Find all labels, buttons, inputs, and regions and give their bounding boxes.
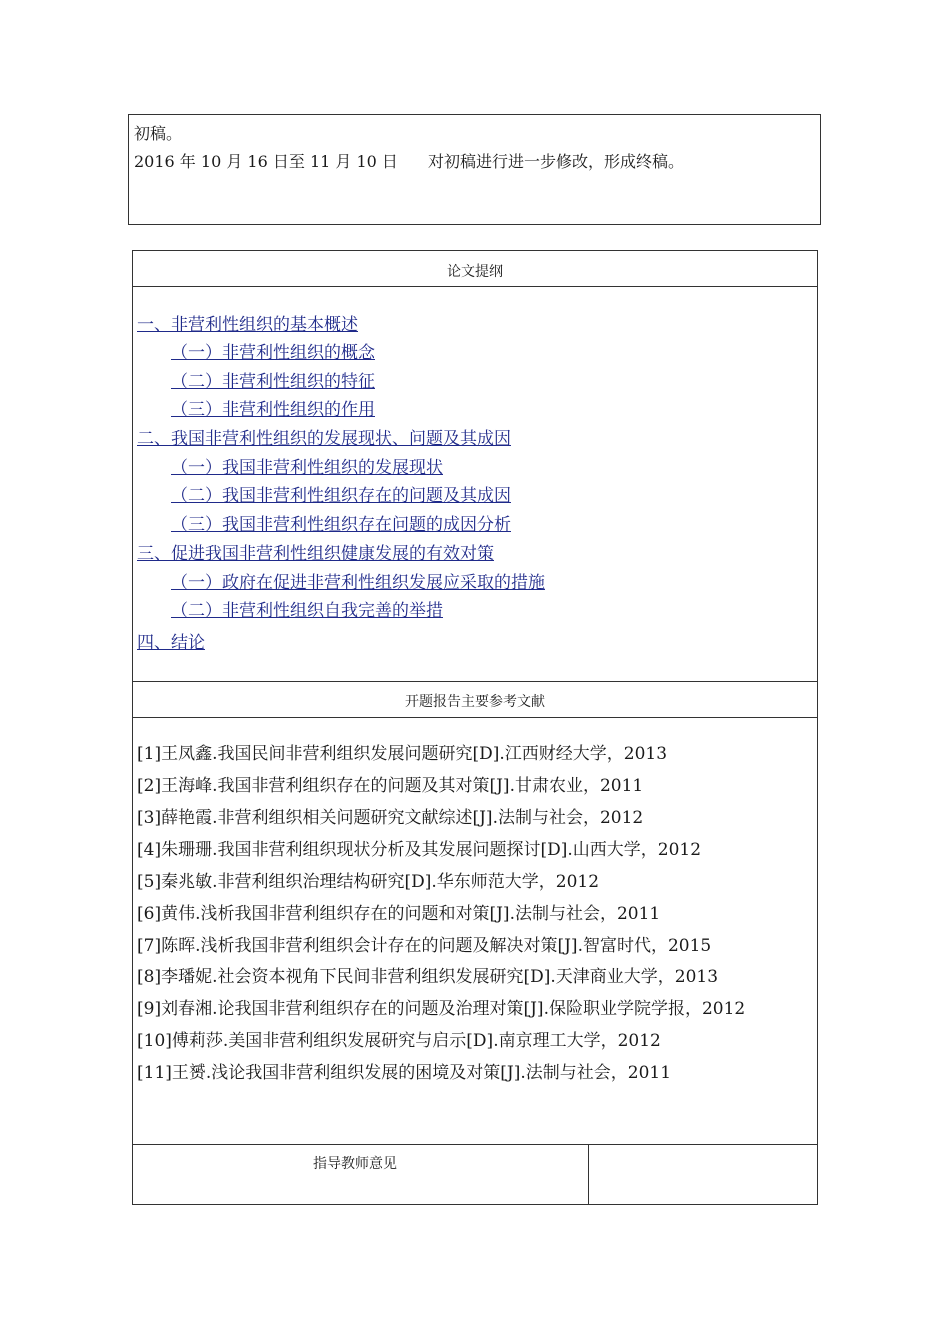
divider	[133, 286, 817, 287]
reference-item: [5]秦兆敏.非营利组织治理结构研究[D].华东师范大学，2012	[137, 872, 600, 892]
schedule-box	[128, 114, 821, 225]
references-heading: 开题报告主要参考文献	[405, 694, 545, 710]
schedule-line-1: 初稿。	[134, 124, 183, 143]
toc-link-3-2[interactable]: （二）非营利性组织自我完善的举措	[171, 601, 443, 621]
advisor-opinion-cell[interactable]	[589, 1145, 817, 1204]
toc-link-3[interactable]: 三、促进我国非营利性组织健康发展的有效对策	[137, 544, 494, 564]
reference-item: [3]薛艳霞.非营利组织相关问题研究文献综述[J].法制与社会，2012	[137, 808, 644, 828]
divider	[133, 681, 817, 682]
reference-item: [4]朱珊珊.我国非营利组织现状分析及其发展问题探讨[D].山西大学，2012	[137, 840, 702, 860]
reference-item: [9]刘春湘.论我国非营利组织存在的问题及治理对策[J].保险职业学院学报，2012	[137, 999, 746, 1019]
reference-item: [7]陈晖.浅析我国非营利组织会计存在的问题及解决对策[J].智富时代，2015	[137, 936, 712, 956]
schedule-task: 对初稿进行进一步修改，形成终稿。	[427, 152, 684, 171]
reference-item: [8]李璠妮.社会资本视角下民间非营利组织发展研究[D].天津商业大学，2013	[137, 967, 719, 987]
toc-link-3-1[interactable]: （一）政府在促进非营利性组织发展应采取的措施	[171, 573, 545, 593]
divider	[133, 717, 817, 718]
toc-link-2-3[interactable]: （三）我国非营利性组织存在问题的成因分析	[171, 515, 511, 535]
reference-item: [10]傅莉莎.美国非营利组织发展研究与启示[D].南京理工大学，2012	[137, 1031, 661, 1051]
toc-link-1-1[interactable]: （一）非营利性组织的概念	[171, 343, 375, 363]
reference-item: [1]王凤鑫.我国民间非营利组织发展问题研究[D].江西财经大学，2013	[137, 744, 668, 764]
reference-item: [11]王赟.浅论我国非营利组织发展的困境及对策[J].法制与社会，2011	[137, 1063, 672, 1083]
toc-link-4[interactable]: 四、结论	[137, 633, 205, 653]
toc-link-1-3[interactable]: （三）非营利性组织的作用	[171, 400, 375, 420]
reference-item: [6]黄伟.浅析我国非营利组织存在的问题和对策[J].法制与社会，2011	[137, 904, 661, 924]
report-table	[132, 250, 818, 1205]
advisor-heading: 指导教师意见	[313, 1156, 397, 1172]
toc-link-1-2[interactable]: （二）非营利性组织的特征	[171, 372, 375, 392]
toc-link-2-1[interactable]: （一）我国非营利性组织的发展现状	[171, 458, 443, 478]
schedule-date: 2016 年 10 月 16 日至 11 月 10 日	[134, 152, 398, 171]
toc-link-2-2[interactable]: （二）我国非营利性组织存在的问题及其成因	[171, 486, 511, 506]
outline-heading: 论文提纲	[447, 264, 503, 280]
toc-link-2[interactable]: 二、我国非营利性组织的发展现状、问题及其成因	[137, 429, 511, 449]
schedule-line-2	[134, 149, 684, 172]
toc-link-1[interactable]: 一、非营利性组织的基本概述	[137, 315, 358, 335]
reference-item: [2]王海峰.我国非营利组织存在的问题及其对策[J].甘肃农业，2011	[137, 776, 644, 796]
